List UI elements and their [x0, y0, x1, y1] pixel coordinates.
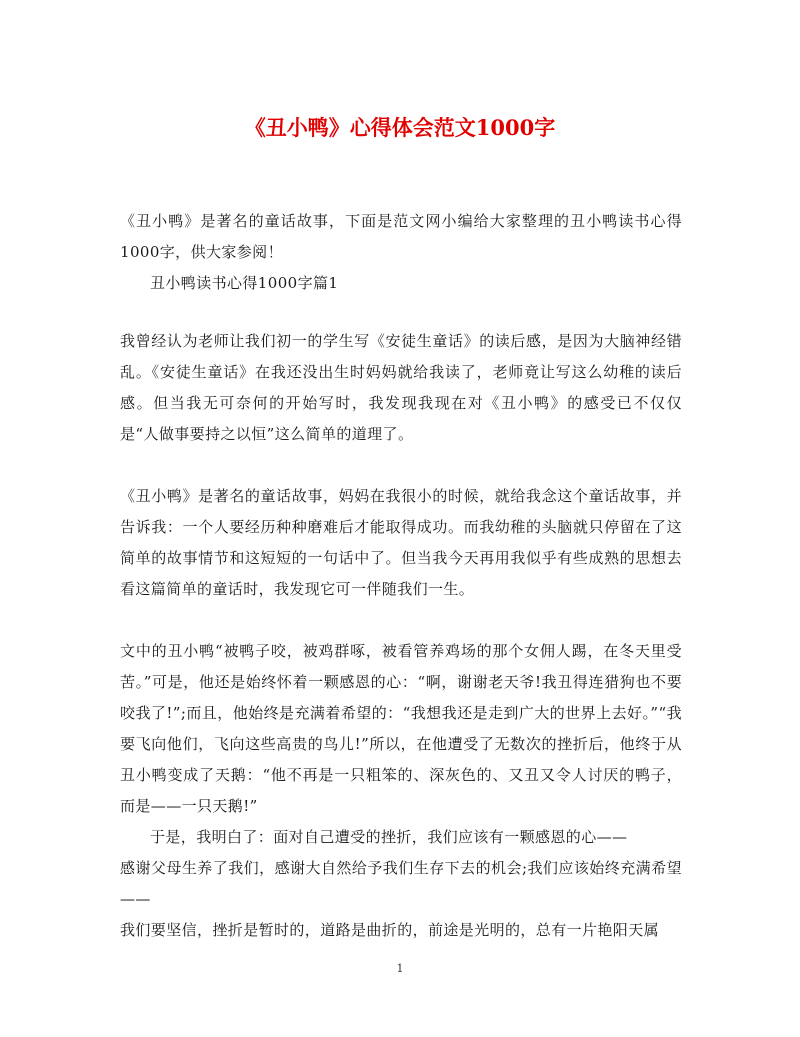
body-paragraph-4: 于是，我明白了：面对自己遭受的挫折，我们应该有一颗感恩的心——: [150, 828, 628, 846]
section-heading: 丑小鸭读书心得1000字篇1: [150, 274, 339, 292]
body-paragraph-6: 我们要坚信，挫折是暂时的，道路是曲折的，前途是光明的，总有一片艳阳天属: [120, 921, 660, 939]
intro-paragraph: 《丑小鸭》是著名的童话故事，下面是范文网小编给大家整理的丑小鸭读书心得1000字，供大家参阅！: [120, 212, 682, 261]
document-title: 《丑小鸭》心得体会范文1000字: [244, 115, 556, 140]
body-paragraph-3: 文中的丑小鸭“被鸭子咬，被鸡群啄，被看管养鸡场的那个女佣人踢，在冬天里受苦。”可是，他还是始终怀着一颗感恩的心：“啊，谢谢老天爷!我丑得连猎狗也不要咬我了!”;而且，他始终是充满着希望的：“我想我还是走到广大的世界上去好。”“我要飞向他们，飞向这些高贵的鸟儿!”所以，在他遭受了无数次的挫折后，他终于从丑小鸭变成了天鹅：“他不再是一只粗笨的、深灰色的、又丑又令人讨厌的鸭子，而是——一只天鹅!”: [120, 642, 682, 815]
body-paragraph-1: 我曾经认为老师让我们初一的学生写《安徒生童话》的读后感，是因为大脑神经错乱。《安徒生童话》在我还没出生时妈妈就给我读了，老师竟让写这么幼稚的读后感。但当我无可奈何的开始写时，我发现我现在对《丑小鸭》的感受已不仅仅是“人做事要持之以恒”这么简单的道理了。: [120, 332, 682, 443]
body-paragraph-2: 《丑小鸭》是著名的童话故事，妈妈在我很小的时候，就给我念这个童话故事，并告诉我：一个人要经历种种磨难后才能取得成功。而我幼稚的头脑就只停留在了这简单的故事情节和这短短的一句话中了。但当我今天再用我似乎有些成熟的思想去看这篇简单的童话时，我发现它可一伴随我们一生。: [120, 487, 682, 598]
page-number: 1: [396, 962, 404, 975]
body-paragraph-5: 感谢父母生养了我们，感谢大自然给予我们生存下去的机会;我们应该始终充满希望——: [120, 859, 682, 908]
